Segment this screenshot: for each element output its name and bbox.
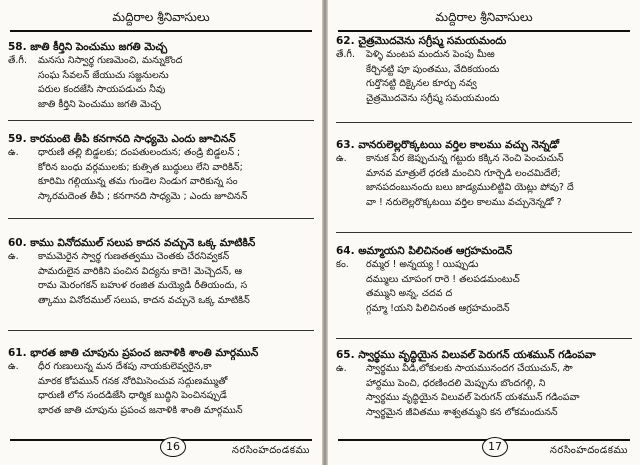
poem-line: ఉ. ధారుణి తల్లి బిడ్డలకు; దంపతులందున; తండ్రి బిడ్డలన్ ; xyxy=(8,146,314,161)
poem-line: పరుల కందజేసి సాయపడుచు నీవు xyxy=(38,84,166,95)
divider xyxy=(336,232,632,233)
poem-58 xyxy=(8,40,314,112)
poem-line: హార్దము పెంచి, ధరణిందలి మెప్పును బొందగల్గి, ని xyxy=(366,377,546,389)
poem-title: 63. వానరులెల్లరొక్కటయి వర్తిల కాలము వచ్చు నెన్నడో xyxy=(336,139,560,151)
poem-line: ఉ. స్వార్థము వీడి,లోకులకు సాయమునందగ చేయుచున్, సౌ xyxy=(336,362,632,377)
meter-label: తే.గీ. xyxy=(8,55,27,66)
meter-label: కం. xyxy=(336,259,349,270)
poem-line: కోరిన బంధు వర్గములకు; కుత్సిత బుద్ధులు లేని వారికిన్; xyxy=(38,161,243,173)
divider xyxy=(8,218,314,219)
poem-line: పామరులైన వారికిని పంచిన విద్యను కాదె! మెచ్చెదన్, ఆ xyxy=(38,265,243,277)
poem-line: కేర్చినట్టి పూ పుంతము, వేదికయందు xyxy=(366,63,500,75)
page-number: 16 xyxy=(160,437,186,457)
divider xyxy=(8,330,314,331)
meter-label: ఉ. xyxy=(336,153,347,164)
poem-line: సంఘ సేవలన్ జేయుచు సజ్జనులను xyxy=(38,69,169,81)
poem-title: 58. జాతి కీర్తిని పెంచుము జగతి మెచ్చ xyxy=(8,41,168,53)
poem-line: చైత్రమొదవెను సగ్రీష్మ సమయమందు xyxy=(366,92,500,104)
poem-line: దమ్ములు చూపంగ రారె ! తలపడమంటుచ్ xyxy=(366,273,520,285)
poem-line: కూరిమి గల్గియున్న తమ గుండెల నిండుగ వారికున్న సం xyxy=(38,176,238,187)
poem-line: గుర్తొనట్టి దిక్కైనల కూర్చు నవ్వ xyxy=(366,78,477,89)
poem-line: స్వార్థమైన జీవితము శాశ్వతమ్మని కన లోకమందునన్ xyxy=(366,406,558,418)
poem-line: జాతి కీర్తిని పెంచుము జగతి మెచ్చ xyxy=(38,98,161,110)
poem-title: 62. చైత్రమొదవెను సగ్రీష్మ సమయమందు xyxy=(336,35,507,47)
poem-line: తమ్ముని అన్న, చదవ ద xyxy=(366,288,453,299)
poem-line: ఉ. ధీర గుణులున్న మన దేశపు నాయకులెవ్వరైన,కా xyxy=(8,360,314,375)
poem-60 xyxy=(8,236,314,308)
meter-label: ఉ. xyxy=(8,251,19,262)
poem-title: 59. కారమంటె తీపి కనగానది సాధ్యమె ఎందు జూచినన్ xyxy=(8,133,236,145)
right-header: మద్దిరాల శ్రీనివాసులు xyxy=(338,6,630,32)
poem-65 xyxy=(336,348,632,420)
divider xyxy=(336,122,632,123)
poem-59 xyxy=(8,132,314,204)
meter-label: ఉ. xyxy=(8,361,19,372)
poem-62 xyxy=(336,34,632,106)
poem-line: ఉ. కానుక పేర జెప్పుచున్న గట్టురు కక్కిన నెంచి పెంచుచున్ xyxy=(336,152,632,167)
poem-line: త్కాము వినోదముల్ సలుప, కాదన వచ్చునె ఒక్క మాటికిన్ xyxy=(38,294,250,306)
divider xyxy=(8,120,314,121)
poem-line: జానపదంబునందు బలు జాడ్యములిట్టివి యెట్లు పోవు? దే xyxy=(366,182,574,193)
meter-label: ఉ. xyxy=(336,363,347,374)
poem-line: తే.గీ. మనసు నిస్వార్థ గుణమెంచి, మన్నుకొంద xyxy=(8,54,314,69)
poem-64 xyxy=(336,244,632,316)
poem-line: గ్గమ్మా !యని పిలిచినంత ఆగ్రహమందెన్ xyxy=(366,302,510,314)
footer-title: నరసింహదండకము xyxy=(231,445,310,456)
poem-line: ధారుణి లోన సందడిజేసి ధార్మిక బుద్ధిని పెంచినప్పుడే xyxy=(38,390,227,401)
poem-line: రామ మెరంగకన్ బహుళ రంజిత మయ్యెడి రీతియందు, స xyxy=(38,280,248,291)
right-page xyxy=(328,0,640,465)
meter-label: ఉ. xyxy=(8,147,19,158)
poem-title: 60. కాము వినోదముల్ సలుప కాదన వచ్చునె ఒక్క మాటికిన్ xyxy=(8,237,256,249)
divider xyxy=(336,338,632,339)
poem-title: 65. స్వార్థము వృద్ధియైన విలువల్ పెరుగన్ యశమున్ గడింపవా xyxy=(336,349,596,361)
page-number: 17 xyxy=(482,437,508,457)
poem-63 xyxy=(336,138,632,210)
poem-line: ఉ. కామమెరైన స్వార్థ గుణతత్వము చెంతకు చేరనివ్వకన్ xyxy=(8,250,314,265)
poem-line: మారక కోపమున్ గనక నోరిమిసెంచువ సద్గుణమ్ముతో xyxy=(38,375,228,387)
right-footer xyxy=(338,439,630,461)
poem-line: భారత జాతి చూపును ప్రపంచ జనాళికి శాంతి మార్గమున్ xyxy=(38,404,243,416)
poem-line: మానవ మాత్రులే ధరణి మంచిని గూర్చెడి లంచమిదేలే; xyxy=(366,167,561,179)
poem-line: వా ! నరులెల్లరొక్కటయి వర్తిల కాలము వచ్చునెన్నడో ? xyxy=(366,196,562,208)
poem-line: కం. రమ్మర ! అన్నయ్య ! యిప్పుడు xyxy=(336,258,632,273)
poem-line: తే.గీ. పెళ్ళి మంటప మందున పెంపు మీఱ xyxy=(336,48,632,63)
poem-61 xyxy=(8,346,314,418)
poem-line: స్కారమదెంత తీపి ; కనగానది సాధ్యమె ; ఎందు జూచినన్ xyxy=(38,190,248,202)
poem-line: స్వార్థము వృద్ధియైన విలువల్ పెరుగన్ యశమున్ గడింపవా xyxy=(366,392,580,403)
left-header: మద్దిరాల శ్రీనివాసులు xyxy=(10,6,312,32)
poem-title: 61. భారత జాతి చూపును ప్రపంచ జనాళికి శాంతి మార్గమున్ xyxy=(8,347,259,359)
poem-title: 64. అమ్మాయని పిలిచినంత ఆగ్రహమందెన్ xyxy=(336,245,513,257)
meter-label: తే.గీ. xyxy=(336,49,355,60)
footer-title: నరసింహదండకము xyxy=(549,445,628,456)
left-footer xyxy=(10,439,312,461)
